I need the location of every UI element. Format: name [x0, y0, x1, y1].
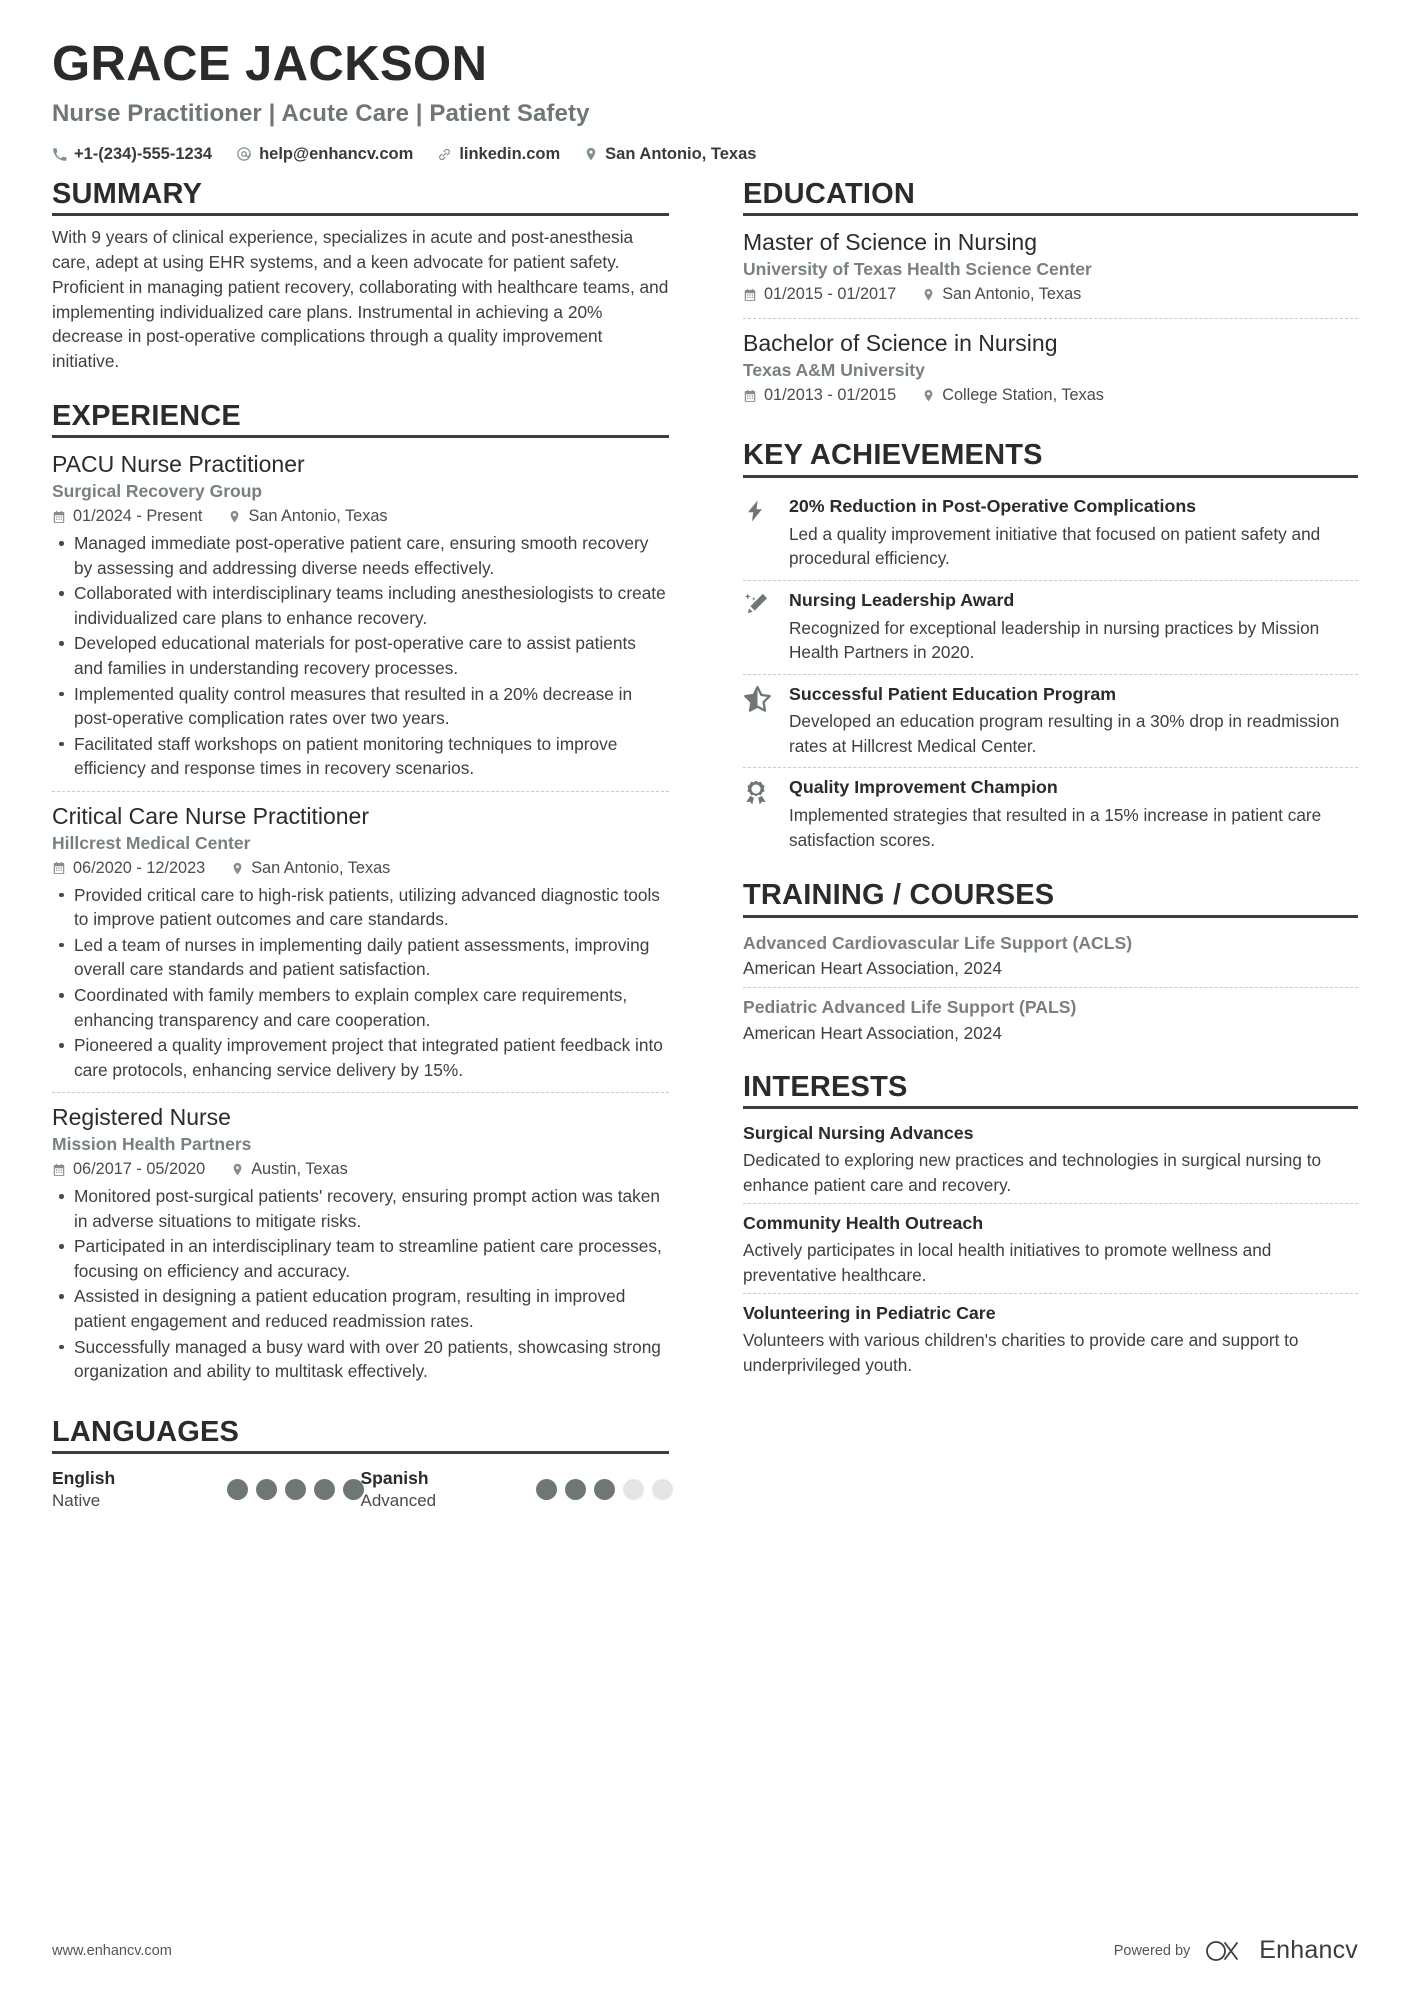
experience-location-text: San Antonio, Texas — [251, 858, 391, 877]
contact-email[interactable] — [236, 145, 413, 164]
page-footer — [52, 1936, 1358, 1965]
bullet-item: Provided critical care to high-risk patients, utilizing advanced diagnostic tools to improve patient outcomes and care standards. — [52, 883, 669, 932]
summary-rule — [52, 213, 669, 216]
interest-item — [743, 1118, 1358, 1203]
section-achievements — [743, 439, 1358, 861]
bullet-item: Successfully managed a busy ward with over 20 patients, showcasing strong organization and ability to multitask effectively. — [52, 1335, 669, 1384]
award-ribbon-icon — [743, 776, 789, 807]
candidate-name: GRACE JACKSON — [52, 37, 488, 91]
rating-dot — [652, 1479, 673, 1500]
experience-entry — [52, 791, 669, 1092]
rating-dot — [565, 1479, 586, 1500]
experience-dates-text: 06/2017 - 05/2020 — [73, 1160, 206, 1179]
experience-org: Hillcrest Medical Center — [52, 832, 251, 853]
experience-heading: EXPERIENCE — [52, 399, 241, 432]
contact-linkedin[interactable] — [437, 145, 560, 164]
location-pin-icon — [922, 287, 935, 302]
magic-wand-icon — [743, 589, 789, 618]
interest-title: Surgical Nursing Advances — [743, 1123, 974, 1144]
education-dates-text: 01/2013 - 01/2015 — [764, 386, 897, 405]
language-level: Native — [52, 1490, 101, 1510]
achievement-title: 20% Reduction in Post-Operative Complications — [789, 495, 1197, 516]
training-item — [743, 987, 1358, 1051]
experience-location — [228, 507, 387, 526]
bullet-item: Led a team of nurses in implementing daily patient assessments, improving overall care standards and patient satisfaction. — [52, 933, 669, 982]
achievement-desc: Implemented strategies that resulted in a 15% increase in patient care satisfaction scores. — [789, 805, 1322, 850]
half-star-icon — [743, 683, 789, 714]
interest-title: Community Health Outreach — [743, 1213, 984, 1234]
training-item — [743, 927, 1358, 987]
location-pin-icon — [231, 861, 244, 876]
education-location-text: College Station, Texas — [942, 386, 1104, 405]
bullet-item: Monitored post-surgical patients' recovery, ensuring prompt action was taken in adverse situations to mitigate risks. — [52, 1184, 669, 1233]
languages-rule — [52, 1451, 669, 1454]
location-pin-icon — [584, 146, 598, 162]
training-rule — [743, 915, 1358, 918]
bullet-item: Pioneered a quality improvement project that integrated patient feedback into care protocols, enhancing service delivery by 15%. — [52, 1033, 669, 1082]
section-languages — [52, 1416, 669, 1512]
calendar-icon — [52, 1163, 66, 1177]
language-name: Spanish — [360, 1468, 429, 1489]
experience-dates-text: 06/2020 - 12/2023 — [73, 858, 206, 877]
interest-title: Volunteering in Pediatric Care — [743, 1303, 996, 1324]
experience-meta — [52, 1160, 669, 1179]
achievement-item — [743, 580, 1358, 674]
bullet-item: Implemented quality control measures that resulted in a 20% decrease in post-operative complication rates over two years. — [52, 682, 669, 731]
footer-url[interactable]: www.enhancv.com — [52, 1942, 172, 1959]
contact-row — [52, 145, 1358, 164]
interest-desc: Dedicated to exploring new practices and technologies in surgical nursing to enhance patient care and recovery. — [743, 1150, 1322, 1195]
contact-phone-text: +1-(234)-555-1234 — [74, 144, 213, 163]
location-pin-icon — [228, 509, 241, 524]
education-entry — [743, 225, 1358, 318]
education-meta — [743, 285, 1358, 304]
contact-phone[interactable] — [52, 145, 212, 164]
education-dates-text: 01/2015 - 01/2017 — [764, 285, 897, 304]
section-experience — [52, 400, 669, 1394]
bullet-item: Facilitated staff workshops on patient monitoring techniques to improve efficiency and response times in recovery scenarios. — [52, 732, 669, 781]
interest-desc: Actively participates in local health initiatives to promote wellness and preventative healthcare. — [743, 1240, 1272, 1285]
contact-linkedin-text: linkedin.com — [459, 144, 561, 163]
experience-dates — [52, 859, 205, 878]
brand-name: Enhancv — [1259, 1936, 1358, 1964]
resume-header — [52, 38, 1358, 164]
training-title: Pediatric Advanced Life Support (PALS) — [743, 996, 1077, 1017]
right-column — [743, 178, 1358, 1387]
section-training — [743, 879, 1358, 1051]
education-degree: Bachelor of Science in Nursing — [743, 330, 1058, 357]
section-education — [743, 178, 1358, 420]
language-rating-dots — [227, 1479, 372, 1500]
summary-text: With 9 years of clinical experience, specializes in acute and post-anesthesia care, adept at using EHR systems, and a keen advocate for patient safety. Proficient in managing patient recovery, collaborating with healthcare teams, and implementing individualized care plans. Instrumental in achieving a 20% decrease in post-operative complications through a quality improvement initiative. — [52, 227, 669, 372]
experience-role: Critical Care Nurse Practitioner — [52, 802, 369, 829]
achievement-body — [789, 776, 1358, 852]
experience-role: PACU Nurse Practitioner — [52, 451, 305, 478]
language-labels — [52, 1467, 227, 1512]
achievement-body — [789, 589, 1358, 665]
link-icon — [437, 147, 452, 162]
location-pin-icon — [231, 1162, 244, 1177]
education-location-text: San Antonio, Texas — [942, 285, 1082, 304]
experience-org: Mission Health Partners — [52, 1134, 252, 1155]
contact-location — [584, 145, 756, 164]
bullet-item: Managed immediate post-operative patient care, ensuring smooth recovery by assessing and addressing diverse needs effectively. — [52, 531, 669, 580]
at-email-icon — [236, 146, 252, 162]
powered-by-label: Powered by — [1113, 1942, 1191, 1959]
rating-dot — [594, 1479, 615, 1500]
section-interests — [743, 1071, 1358, 1383]
language-item — [361, 1467, 670, 1512]
experience-meta — [52, 859, 669, 878]
achievement-body — [789, 683, 1358, 759]
achievements-heading: KEY ACHIEVEMENTS — [743, 439, 1043, 472]
language-rating-dots — [536, 1479, 681, 1500]
education-school: University of Texas Health Science Center — [743, 259, 1092, 280]
location-pin-icon — [922, 388, 935, 403]
experience-location — [231, 1160, 348, 1179]
resume-columns — [52, 178, 1358, 1516]
achievement-title: Quality Improvement Champion — [789, 777, 1058, 798]
achievement-desc: Recognized for exceptional leadership in nursing practices by Mission Health Partners in 2020. — [789, 617, 1320, 663]
interest-item — [743, 1293, 1358, 1383]
training-sub: American Heart Association, 2024 — [743, 958, 1002, 979]
rating-dot — [314, 1479, 335, 1500]
calendar-icon — [52, 861, 66, 875]
section-summary — [52, 178, 669, 374]
bullet-item: Participated in an interdisciplinary team to streamline patient care processes, focusing on efficiency and accuracy. — [52, 1234, 669, 1283]
education-location — [922, 386, 1104, 405]
enhancv-logo-icon — [1204, 1938, 1250, 1964]
experience-bullets — [52, 883, 669, 1082]
bullet-item: Developed educational materials for post-operative care to assist patients and families in understanding recovery processes. — [52, 631, 669, 680]
education-school: Texas A&M University — [743, 360, 925, 381]
experience-entry — [52, 447, 669, 791]
interest-desc: Volunteers with various children's charities to provide care and support to underprivileged youth. — [743, 1330, 1299, 1375]
summary-heading: SUMMARY — [52, 177, 203, 210]
achievement-title: Nursing Leadership Award — [789, 589, 1015, 610]
experience-dates — [52, 1160, 205, 1179]
language-item — [52, 1467, 361, 1512]
bullet-item: Coordinated with family members to explain complex care requirements, enhancing transparency and care cooperation. — [52, 983, 669, 1032]
experience-dates-text: 01/2024 - Present — [73, 507, 203, 526]
candidate-title: Nurse Practitioner | Acute Care | Patient Safety — [52, 99, 590, 127]
languages-heading: LANGUAGES — [52, 1415, 240, 1448]
education-entry — [743, 318, 1358, 419]
bullet-item: Collaborated with interdisciplinary teams including anesthesiologists to create individualized care plans to enhance recovery. — [52, 581, 669, 630]
calendar-icon — [743, 389, 757, 403]
experience-meta — [52, 507, 669, 526]
bullet-item: Assisted in designing a patient education program, resulting in improved patient engagement and reduced readmission rates. — [52, 1284, 669, 1333]
achievement-desc: Developed an education program resulting in a 30% drop in readmission rates at Hillcrest Medical Center. — [789, 711, 1340, 756]
rating-dot — [227, 1479, 248, 1500]
education-heading: EDUCATION — [743, 177, 916, 210]
calendar-icon — [743, 288, 757, 302]
education-dates — [743, 285, 896, 304]
interests-rule — [743, 1106, 1358, 1109]
achievement-item — [743, 487, 1358, 580]
experience-location-text: Austin, Texas — [251, 1160, 348, 1179]
achievement-title: Successful Patient Education Program — [789, 683, 1117, 704]
interests-heading: INTERESTS — [743, 1070, 908, 1103]
education-meta — [743, 386, 1358, 405]
footer-brand-group — [1114, 1936, 1358, 1965]
language-name: English — [52, 1468, 116, 1489]
rating-dot — [536, 1479, 557, 1500]
education-dates — [743, 386, 896, 405]
experience-location-text: San Antonio, Texas — [248, 507, 388, 526]
rating-dot — [285, 1479, 306, 1500]
education-location — [922, 285, 1081, 304]
contact-location-text: San Antonio, Texas — [605, 144, 757, 163]
experience-org: Surgical Recovery Group — [52, 481, 263, 502]
contact-email-text: help@enhancv.com — [259, 144, 414, 163]
achievement-item — [743, 674, 1358, 768]
language-level: Advanced — [360, 1490, 437, 1510]
achievement-desc: Led a quality improvement initiative that focused on patient safety and procedural efficiency. — [789, 523, 1321, 569]
experience-dates — [52, 507, 202, 526]
language-labels — [361, 1467, 536, 1512]
interest-item — [743, 1203, 1358, 1293]
experience-entry — [52, 1092, 669, 1393]
languages-grid — [52, 1463, 669, 1512]
calendar-icon — [52, 510, 66, 524]
achievements-rule — [743, 475, 1358, 478]
rating-dot — [623, 1479, 644, 1500]
experience-location — [231, 859, 390, 878]
experience-bullets — [52, 1184, 669, 1383]
left-column — [52, 178, 669, 1516]
rating-dot — [256, 1479, 277, 1500]
lightning-bolt-icon — [743, 495, 789, 525]
training-title: Advanced Cardiovascular Life Support (ACLS) — [743, 932, 1133, 953]
achievement-item — [743, 767, 1358, 861]
education-degree: Master of Science in Nursing — [743, 229, 1038, 256]
training-sub: American Heart Association, 2024 — [743, 1022, 1002, 1043]
experience-rule — [52, 435, 669, 438]
experience-bullets — [52, 531, 669, 780]
training-heading: TRAINING / COURSES — [743, 879, 1055, 912]
phone-icon — [52, 147, 67, 162]
experience-role: Registered Nurse — [52, 1104, 231, 1131]
achievement-body — [789, 495, 1358, 571]
education-rule — [743, 213, 1358, 216]
